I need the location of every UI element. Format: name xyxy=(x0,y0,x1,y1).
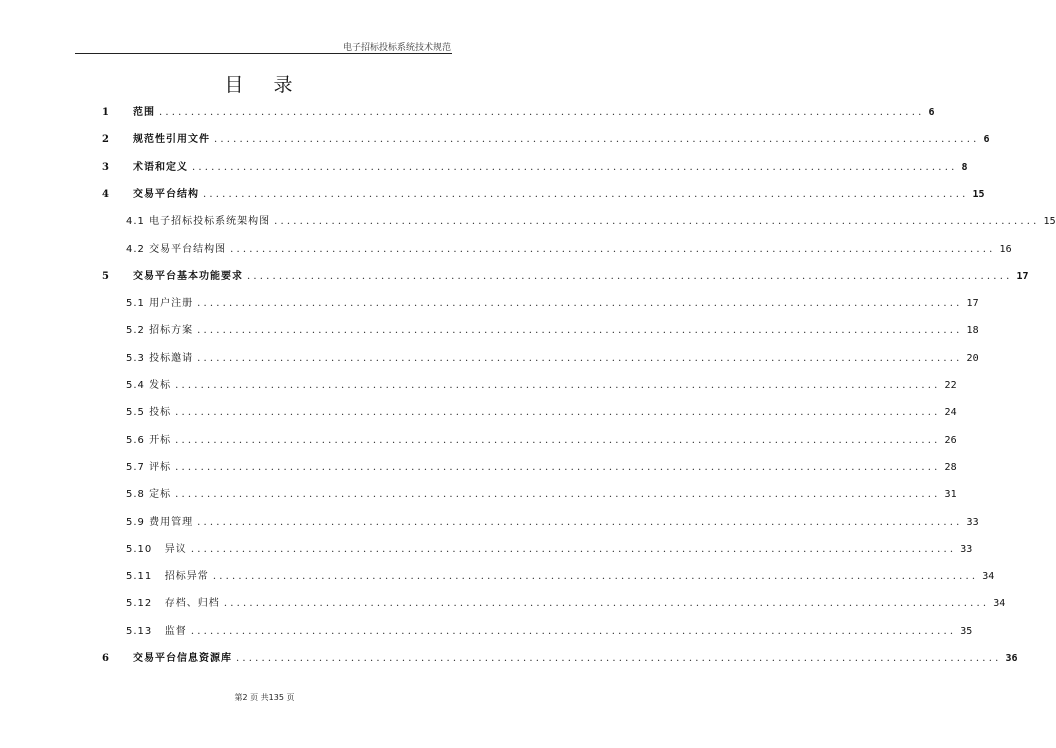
toc-entry[interactable] xyxy=(0,566,995,583)
toc-entry-page: 15 xyxy=(972,188,985,200)
toc-leader-dots: ........................................................................................................................ xyxy=(175,380,941,391)
toc-entry-number: 1 xyxy=(102,107,109,118)
toc-entry-number: 3 xyxy=(102,161,109,173)
toc-entry-label: 5.11 招标异常 xyxy=(126,571,209,583)
toc-entry-page: 8 xyxy=(961,161,968,173)
toc-entry-line xyxy=(133,267,1029,282)
toc-entry-label: 4.2 交易平台结构图 xyxy=(126,243,227,255)
toc-leader-dots: ........................................................................................................................ xyxy=(192,161,958,173)
toc-entry-page: 28 xyxy=(944,461,957,473)
toc-entry[interactable] xyxy=(0,211,1056,228)
toc-entry-line xyxy=(133,185,985,200)
toc-entry-label: 5.2 招标方案 xyxy=(126,325,194,337)
toc-entry-page: 22 xyxy=(944,380,957,391)
toc-entry-label: 5.12 存档、归档 xyxy=(126,598,220,610)
toc-leader-dots: ........................................................................................................................ xyxy=(223,598,990,610)
toc-entry-page: 17 xyxy=(966,298,979,310)
running-header: 电子招标投标系统技术规范 xyxy=(342,43,451,53)
toc-entry-page: 16 xyxy=(999,243,1012,255)
toc-entry-page: 17 xyxy=(1016,270,1029,282)
toc-entry-label: 5.8 定标 xyxy=(126,489,172,501)
toc-entry-label: 规范性引用文件 xyxy=(133,134,210,146)
toc-entry-line xyxy=(126,321,979,337)
toc-entry[interactable] xyxy=(0,621,973,637)
toc-entry[interactable] xyxy=(0,239,1012,255)
toc-entry-page: 33 xyxy=(966,516,979,528)
toc-entry-label: 5.1 用户注册 xyxy=(126,298,194,310)
toc-leader-dots: ........................................................................................................................ xyxy=(197,298,963,310)
toc-entry[interactable] xyxy=(0,266,1029,282)
toc-entry[interactable] xyxy=(0,512,979,528)
toc-entry-page: 34 xyxy=(993,598,1006,610)
toc-entry-line xyxy=(133,649,1018,664)
toc-entry-line xyxy=(126,485,957,501)
toc-entry-number: 5 xyxy=(102,270,109,282)
toc-entry-label: 5.4 发标 xyxy=(126,380,172,391)
toc-entry-line xyxy=(126,567,995,583)
toc-entry-number: 2 xyxy=(102,134,109,146)
toc-entry[interactable] xyxy=(0,539,973,555)
toc-entry-line xyxy=(126,594,1006,610)
toc-entry-line xyxy=(126,431,957,446)
toc-entry-line xyxy=(126,622,973,637)
toc-entry[interactable] xyxy=(0,375,957,391)
toc-leader-dots: ........................................................................................................................ xyxy=(159,107,925,118)
toc-entry[interactable] xyxy=(0,184,985,200)
toc-entry[interactable] xyxy=(0,648,1018,664)
toc-entry[interactable] xyxy=(0,129,990,146)
toc-entry[interactable] xyxy=(0,593,1006,610)
toc-entry-label: 5.5 投标 xyxy=(126,407,172,419)
toc-leader-dots: ........................................................................................................................ xyxy=(190,543,957,555)
toc-entry-page: 26 xyxy=(944,434,957,446)
toc-entry-label: 5.7 评标 xyxy=(126,461,172,473)
toc-entry[interactable] xyxy=(0,402,957,419)
toc-entry-label: 4.1 电子招标投标系统架构图 xyxy=(126,216,271,228)
toc-entry-label: 范围 xyxy=(133,107,155,118)
toc-entry-label: 交易平台基本功能要求 xyxy=(133,270,243,282)
toc-entry-label: 术语和定义 xyxy=(133,161,188,173)
toc-leader-dots: ........................................................................................................................ xyxy=(230,243,996,255)
toc-leader-dots: ........................................................................................................................ xyxy=(175,461,941,473)
toc-entry-line xyxy=(133,103,935,118)
toc-entry-line xyxy=(126,294,979,310)
toc-entry-label: 5.9 费用管理 xyxy=(126,516,194,528)
toc-entry-page: 15 xyxy=(1043,216,1056,228)
toc-entry[interactable] xyxy=(0,320,979,337)
toc-entry-number: 6 xyxy=(102,653,109,664)
toc-entry-page: 36 xyxy=(1005,653,1018,664)
toc-entry-line xyxy=(126,376,957,391)
toc-entry-page: 18 xyxy=(966,325,979,337)
toc-leader-dots: ........................................................................................................................ xyxy=(175,489,941,501)
toc-entry[interactable] xyxy=(0,157,968,173)
toc-entry-line xyxy=(126,540,973,555)
toc-entry-page: 24 xyxy=(944,407,957,419)
toc-entry-line xyxy=(126,513,979,528)
toc-entry-page: 34 xyxy=(982,571,995,583)
toc-entry-label: 5.13 监督 xyxy=(126,625,187,637)
toc-leader-dots: ........................................................................................................................ xyxy=(175,407,941,419)
toc-leader-dots: ........................................................................................................................ xyxy=(214,134,980,146)
toc-entry-line xyxy=(126,403,957,419)
toc-leader-dots: ........................................................................................................................ xyxy=(236,653,1002,664)
toc-entry[interactable] xyxy=(0,293,979,310)
toc-leader-dots: ........................................................................................................................ xyxy=(247,270,1013,282)
toc-entry-page: 20 xyxy=(966,352,979,364)
toc-entry-label: 5.3 投标邀请 xyxy=(126,352,194,364)
toc-entry-label: 交易平台结构 xyxy=(133,188,199,200)
toc-entry[interactable] xyxy=(0,430,957,446)
toc-entry[interactable] xyxy=(0,484,957,501)
toc-entry-label: 交易平台信息资源库 xyxy=(133,653,232,664)
toc-entry-line xyxy=(133,158,968,173)
page-footer: 第2 页 共135 页 xyxy=(234,693,295,702)
toc-entry[interactable] xyxy=(0,348,979,364)
toc-entry-label: 5.6 开标 xyxy=(126,434,172,446)
toc-entry[interactable] xyxy=(0,457,957,473)
toc-entry-line xyxy=(126,458,957,473)
toc-leader-dots: ........................................................................................................................ xyxy=(212,571,979,583)
toc-entry-number: 4 xyxy=(102,188,109,200)
toc-entry-page: 31 xyxy=(944,489,957,501)
toc-title: 目 录 xyxy=(224,74,305,96)
toc-entry-line xyxy=(133,130,990,146)
toc-leader-dots: ........................................................................................................................ xyxy=(197,352,963,364)
toc-entry-label: 5.10 异议 xyxy=(126,543,187,555)
toc-entry-page: 6 xyxy=(983,134,990,146)
toc-entry[interactable] xyxy=(0,102,935,118)
toc-leader-dots: ........................................................................................................................ xyxy=(203,188,969,200)
toc-entry-page: 33 xyxy=(960,543,973,555)
toc-leader-dots: ........................................................................................................................ xyxy=(175,434,941,446)
toc-leader-dots: ........................................................................................................................ xyxy=(190,625,957,637)
toc-entry-page: 6 xyxy=(928,107,935,118)
toc-entry-line xyxy=(126,212,1056,228)
toc-entry-line xyxy=(126,240,1012,255)
toc-leader-dots: ........................................................................................................................ xyxy=(197,325,963,337)
toc-leader-dots: ........................................................................................................................ xyxy=(197,516,963,528)
toc-entry-page: 35 xyxy=(960,625,973,637)
toc-leader-dots: ........................................................................................................................ xyxy=(274,216,1040,228)
toc-entry-line xyxy=(126,349,979,364)
